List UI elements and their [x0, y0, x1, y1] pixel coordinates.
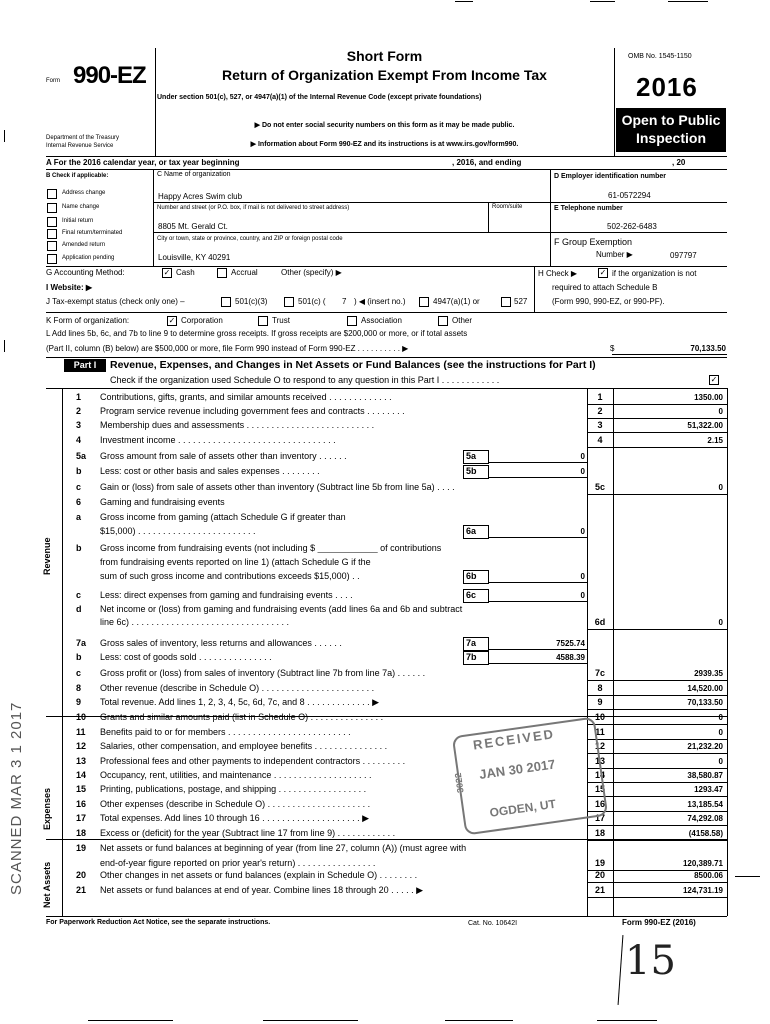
sub-line-rule [488, 462, 587, 463]
line-description: Grants and similar amounts paid (list in Schedule O) . . . . . . . . . . . . . . . [100, 712, 384, 722]
line-ref: 17 [594, 813, 605, 823]
amended-return-label: Amended return [62, 242, 106, 248]
line-number: 5a [76, 451, 87, 461]
line-number: 18 [76, 828, 87, 838]
h-checkbox[interactable]: ✓ [599, 268, 607, 277]
received-stamp-date: JAN 30 2017 [478, 756, 557, 782]
line-ref: 21 [594, 885, 605, 895]
line-number: 10 [76, 712, 87, 722]
sub-line-ref-box [463, 651, 489, 665]
association-checkbox[interactable] [347, 316, 357, 326]
line-description: Excess or (deficit) for the year (Subtract line 17 from line 9) . . . . . . . . . . . . [100, 828, 396, 838]
line-number: c [76, 482, 82, 492]
h-text-4: (Form 990, 990-EZ, or 990-PF). [552, 297, 665, 306]
h-text-3: required to attach Schedule B [552, 283, 658, 292]
line-number: 11 [76, 727, 86, 737]
line-amount[interactable]: 70,133.50 [687, 698, 723, 707]
line-amount[interactable]: 1350.00 [694, 393, 723, 402]
line-ref: 13 [594, 756, 605, 766]
line-ref: 3 [597, 420, 603, 430]
line-description: Less: cost or other basis and sales expenses . . . . . . . . [100, 466, 320, 476]
line-rule [587, 768, 727, 769]
line-description: Gross profit or (loss) from sales of inventory (Subtract line 7b from line 7a) . . . . . . [100, 668, 426, 678]
line-ref: 15 [594, 784, 605, 794]
4947-checkbox[interactable] [419, 297, 429, 307]
name-change-label: Name change [62, 204, 100, 210]
line-description: sum of such gross income and contributions exceeds $15,000) . . [100, 571, 360, 581]
line-description: Net income or (loss) from gaming and fundraising events (add lines 6a and 6b and subtract [100, 604, 463, 614]
line-ref: 7c [594, 668, 605, 678]
sub-line-ref: 6c [466, 590, 477, 600]
trust-label: Trust [272, 316, 290, 325]
line-number: 17 [76, 813, 87, 823]
accrual-checkbox[interactable] [217, 268, 227, 278]
line-amount[interactable]: 124,731.19 [682, 886, 723, 895]
form-footer-id: Form 990-EZ (2016) [622, 918, 696, 927]
line-rule [587, 724, 727, 725]
line-rule [587, 418, 727, 419]
line-rule [587, 629, 727, 630]
line-number: d [76, 604, 82, 614]
line-rule [587, 840, 727, 841]
line-description: Printing, publications, postage, and shipping . . . . . . . . . . . . . . . . . . [100, 784, 367, 794]
line-amount[interactable]: 0 [718, 713, 723, 722]
line-ref: 4 [597, 435, 603, 445]
group-exemption-label: F Group Exemption [554, 237, 633, 247]
paperwork-notice: For Paperwork Reduction Act Notice, see the separate instructions. [46, 919, 271, 926]
received-stamp-title: RECEIVED [472, 726, 556, 753]
notice-info: ▶ Information about Form 990-EZ and its instructions is at www.irs.gov/form990. [250, 141, 519, 148]
line-ref: 1 [597, 392, 603, 402]
form-label: Form [46, 78, 60, 84]
line-number: 15 [76, 784, 87, 794]
title-main: Return of Organization Exempt From Income Tax [222, 67, 547, 83]
final-return-checkbox[interactable] [47, 229, 57, 239]
scanned-stamp: SCANNED MAR 3 1 2017 [8, 701, 25, 895]
line-description: Other expenses (describe in Schedule O) . . . . . . . . . . . . . . . . . . . . . [100, 799, 371, 809]
dept-name: Department of the Treasury [46, 135, 120, 141]
501c3-label: 501(c)(3) [235, 297, 268, 306]
cash-label: Cash [176, 268, 195, 277]
other-method-label: Other (specify) ▶ [281, 268, 342, 277]
city-label: City or town, state or province, country, and ZIP or foreign postal code [157, 236, 343, 242]
cash-checkbox[interactable]: ✓ [163, 268, 171, 277]
application-pending-checkbox[interactable] [47, 254, 57, 264]
line-description: Net assets or fund balances at beginning of year (from line 27, column (A)) (must agree with [100, 843, 467, 853]
application-pending-label: Application pending [62, 255, 115, 261]
phone-label: E Telephone number [554, 205, 623, 212]
line-rule [587, 782, 727, 783]
line-number: b [76, 652, 82, 662]
line-number: 16 [76, 799, 87, 809]
line-ref: 8 [597, 683, 603, 693]
sub-line-ref: 6a [466, 526, 477, 536]
side-net-assets-label: Net Assets [42, 861, 52, 908]
line-amount[interactable]: 1293.47 [694, 785, 723, 794]
part-i-title: Revenue, Expenses, and Changes in Net Assets or Fund Balances (see the instructions for Part I) [110, 359, 596, 371]
side-revenue-label: Revenue [42, 537, 52, 575]
line-rule [587, 753, 727, 754]
line-amount[interactable]: 8500.06 [694, 871, 723, 880]
sub-line-amount[interactable]: 7525.74 [556, 639, 585, 648]
line-amount[interactable]: 13,185.54 [687, 800, 723, 809]
sub-line-ref-box [463, 589, 489, 603]
line-description: Less: cost of goods sold . . . . . . . . . . . . . . . [100, 652, 272, 662]
form-number: 990-EZ [73, 62, 146, 89]
sub-line-ref-box [463, 525, 489, 539]
sub-line-rule [488, 601, 587, 602]
line-description: $15,000) . . . . . . . . . . . . . . . . . . . . . . . . [100, 526, 256, 536]
line-description: Professional fees and other payments to independent contractors . . . . . . . . . [100, 756, 406, 766]
4947-label: 4947(a)(1) or [433, 297, 480, 306]
line-description: Program service revenue including government fees and contracts . . . . . . . . [100, 406, 405, 416]
city-value[interactable]: Louisville, KY 40291 [158, 253, 231, 262]
other-org-checkbox[interactable] [438, 316, 448, 326]
line-ref: 6d [594, 617, 606, 627]
check-applicable-label: B Check if applicable: [46, 173, 109, 179]
sub-line-rule [488, 663, 587, 664]
sub-line-amount[interactable]: 0 [580, 572, 585, 581]
line-description: Less: direct expenses from gaming and fundraising events . . . . [100, 590, 353, 600]
line-description: Gross sales of inventory, less returns and allowances . . . . . . [100, 638, 342, 648]
initial-return-checkbox[interactable] [47, 217, 57, 227]
line-description: Other revenue (describe in Schedule O) . . . . . . . . . . . . . . . . . . . . . . . [100, 683, 375, 693]
website-label: I Website: ▶ [46, 283, 93, 292]
line-ref: 5c [594, 482, 605, 492]
sub-line-amount[interactable]: 4588.39 [556, 653, 585, 662]
ein-label: D Employer identification number [554, 173, 667, 180]
tax-year: 2016 [636, 72, 698, 102]
line-number: a [76, 512, 82, 522]
other-org-label: Other [452, 316, 473, 325]
line-number: 1 [76, 392, 82, 402]
line-rule [587, 739, 727, 740]
line-description: Gross income from gaming (attach Schedule G if greater than [100, 512, 346, 522]
line-number: b [76, 543, 82, 553]
sub-line-ref: 5b [466, 466, 477, 476]
org-name-value[interactable]: Happy Acres Swim club [158, 192, 243, 201]
trust-checkbox[interactable] [258, 316, 268, 326]
association-label: Association [361, 316, 402, 325]
line-rule [587, 404, 727, 405]
sub-line-ref-box [463, 450, 489, 464]
line-rule [587, 447, 727, 448]
line-l-dollar: $ [610, 344, 615, 353]
tax-exempt-label: J Tax-exempt status (check only one) – [46, 297, 185, 306]
line-description: Salaries, other compensation, and employee benefits . . . . . . . . . . . . . . . [100, 741, 388, 751]
line-rule [587, 494, 727, 495]
line-rule [587, 811, 727, 812]
line-amount[interactable]: 21,232.20 [687, 742, 723, 751]
sub-line-ref-box [463, 570, 489, 584]
sub-line-rule [488, 477, 587, 478]
line-l-text-1: L Add lines 5b, 6c, and 7b to line 9 to determine gross receipts. If gross receipts are $200,000 or more, or if total assets [46, 329, 468, 338]
ein-value[interactable]: 61-0572294 [608, 191, 651, 200]
schedule-o-checkbox[interactable]: ✓ [710, 375, 718, 384]
subtitle: Under section 501(c), 527, or 4947(a)(1) of the Internal Revenue Code (except private foundations) [157, 94, 482, 101]
form-of-org-label: K Form of organization: [46, 316, 130, 325]
line-rule [587, 695, 727, 696]
street-value[interactable]: 8805 Mt. Gerald Ct. [158, 222, 228, 231]
501c-open: 501(c) ( [298, 297, 326, 306]
line-rule [587, 796, 727, 797]
line-description: Total expenses. Add lines 10 through 16 . . . . . . . . . . . . . . . . . . . . ▶ [100, 813, 370, 823]
line-description: from fundraising events reported on line 1) (attach Schedule G if the [100, 557, 371, 567]
line-rule [587, 432, 727, 433]
sub-line-ref-box [463, 465, 489, 479]
address-change-label: Address change [62, 190, 106, 196]
line-amount[interactable]: 0 [718, 618, 723, 627]
omb-number: OMB No. 1545-1150 [628, 53, 692, 60]
line-rule [587, 897, 727, 898]
line-amount[interactable]: 0 [718, 757, 723, 766]
line-amount[interactable]: 0 [718, 407, 723, 416]
line-number: 14 [76, 770, 87, 780]
line-ref: 19 [594, 858, 605, 868]
line-ref: 18 [594, 828, 605, 838]
line-amount[interactable]: 0 [718, 728, 723, 737]
line-description: Gross amount from sale of assets other than inventory . . . . . . [100, 451, 347, 461]
527-checkbox[interactable] [501, 297, 511, 307]
final-return-label: Final return/terminated [62, 230, 123, 236]
line-amount[interactable]: 14,520.00 [687, 684, 723, 693]
line-ref: 12 [594, 741, 605, 751]
accrual-label: Accrual [231, 268, 258, 277]
501c3-checkbox[interactable] [221, 297, 231, 307]
line-description: Occupancy, rent, utilities, and maintenance . . . . . . . . . . . . . . . . . . . . [100, 770, 372, 780]
irs-name: Internal Revenue Service [46, 143, 114, 149]
sub-line-ref: 7b [466, 652, 477, 662]
line-ref: 14 [594, 770, 605, 780]
notice-ssn: ▶ Do not enter social security numbers on this form as it may be made public. [254, 122, 515, 129]
line-ref: 11 [595, 727, 605, 737]
phone-value[interactable]: 502-262-6483 [607, 222, 657, 231]
cat-number: Cat. No. 10642I [468, 920, 518, 927]
sub-line-ref: 6b [466, 571, 477, 581]
line-amount[interactable]: 2.15 [707, 436, 723, 445]
501c-number[interactable]: 7 [342, 297, 347, 306]
line-description: Gaming and fundraising events [100, 497, 225, 507]
address-change-checkbox[interactable] [47, 189, 57, 199]
org-name-label: C Name of organization [157, 171, 231, 178]
h-check-label: H Check ▶ [538, 269, 578, 278]
501c-close: ) ◀ (insert no.) [354, 297, 406, 306]
sub-line-rule [488, 649, 587, 650]
line-a-label: A For the 2016 calendar year, or tax year beginning [46, 158, 240, 167]
received-stamp-side-number: 3022 [452, 772, 466, 794]
part-i-tag: Part I [64, 359, 106, 372]
amended-return-checkbox[interactable] [47, 241, 57, 251]
sub-line-rule [488, 537, 587, 538]
sub-line-ref-box [463, 637, 489, 651]
corporation-label: Corporation [181, 316, 223, 325]
title-short-form: Short Form [346, 48, 423, 64]
line-rule [587, 680, 727, 681]
corporation-checkbox[interactable]: ✓ [168, 316, 176, 325]
line-ref: 2 [597, 406, 603, 416]
sub-line-amount[interactable]: 0 [580, 467, 585, 476]
line-amount[interactable]: 120,389.71 [682, 859, 723, 868]
line-number: 3 [76, 420, 82, 430]
line-description: Membership dues and assessments . . . . . . . . . . . . . . . . . . . . . . . . . . [100, 420, 375, 430]
line-number: c [76, 590, 82, 600]
line-number: 7a [76, 638, 87, 648]
sub-line-amount[interactable]: 0 [580, 591, 585, 600]
line-description: Benefits paid to or for members . . . . . . . . . . . . . . . . . . . . . . . . . [100, 727, 351, 737]
group-number-value[interactable]: 097797 [670, 251, 697, 260]
line-number: 20 [76, 870, 87, 880]
gross-receipts-value[interactable]: 70,133.50 [690, 344, 726, 353]
sub-line-amount[interactable]: 0 [580, 452, 585, 461]
line-description: Contributions, gifts, grants, and similar amounts received . . . . . . . . . . . . . [100, 392, 392, 402]
group-number-label: Number ▶ [596, 250, 633, 259]
sub-line-ref: 7a [466, 638, 477, 648]
line-number: 13 [76, 756, 87, 766]
line-a-mid: , 2016, and ending [452, 158, 522, 167]
name-change-checkbox[interactable] [47, 203, 57, 213]
line-l-text-2: (Part II, column (B) below) are $500,000 or more, file Form 990 instead of Form 990-EZ . . . . . . . . . . ▶ [46, 344, 409, 353]
sub-line-rule [488, 582, 587, 583]
sub-line-ref: 5a [466, 451, 477, 461]
side-expenses-label: Expenses [42, 787, 52, 830]
line-ref: 10 [594, 712, 605, 722]
line-number: 19 [76, 843, 87, 853]
501c-checkbox[interactable] [284, 297, 294, 307]
accounting-method-label: G Accounting Method: [46, 268, 125, 277]
open-public-badge: Open to Public Inspection [616, 108, 726, 152]
line-description: Other changes in net assets or fund balances (explain in Schedule O) . . . . . . . . [100, 870, 418, 880]
line-number: 2 [76, 406, 82, 416]
line-number: c [76, 668, 82, 678]
line-ref: 20 [594, 870, 605, 880]
line-amount[interactable]: 38,580.87 [687, 771, 723, 780]
line-number: 12 [76, 741, 87, 751]
line-amount[interactable]: 2939.35 [694, 669, 723, 678]
line-number: 9 [76, 697, 82, 707]
line-description: Investment income . . . . . . . . . . . . . . . . . . . . . . . . . . . . . . . . [100, 435, 336, 445]
line-amount[interactable]: (4158.58) [688, 829, 723, 838]
street-label: Number and street (or P.O. box, if mail is not delivered to street address) [157, 205, 350, 211]
initial-return-label: Initial return [62, 218, 94, 224]
line-amount[interactable]: 51,322.00 [687, 421, 723, 430]
line-rule [587, 882, 727, 883]
sub-line-amount[interactable]: 0 [580, 527, 585, 536]
line-description: Gain or (loss) from sale of assets other than inventory (Subtract line 5b from line 5a) . . . . [100, 482, 455, 492]
line-number: 4 [76, 435, 82, 445]
received-stamp-ogden: OGDEN, UT [488, 796, 557, 820]
received-stamp [452, 716, 609, 835]
line-amount[interactable]: 74,292.08 [687, 814, 723, 823]
line-a-end: , 20 [672, 158, 686, 167]
line-number: 21 [76, 885, 87, 895]
handwritten-page-number: 15 [625, 938, 676, 984]
line-description: Net assets or fund balances at end of year. Combine lines 18 through 20 . . . . . ▶ [100, 885, 424, 895]
schedule-o-check-text: Check if the organization used Schedule O to respond to any question in this Part I . . . . . . . . . . . . [110, 375, 500, 385]
room-suite-label: Room/suite [492, 204, 523, 210]
line-amount[interactable]: 0 [718, 483, 723, 492]
line-number: 6 [76, 497, 82, 507]
line-ref: 9 [597, 697, 603, 707]
line-number: 8 [76, 683, 82, 693]
line-description: end-of-year figure reported on prior year's return) . . . . . . . . . . . . . . . . [100, 858, 376, 868]
h-text-2: if the organization is not [612, 269, 697, 278]
line-description: line 6c) . . . . . . . . . . . . . . . . . . . . . . . . . . . . . . . . [100, 617, 290, 627]
line-description: Gross income from fundraising events (not including $ ____________ of contributions [100, 543, 442, 553]
line-ref: 16 [594, 799, 605, 809]
line-number: b [76, 466, 82, 476]
line-rule [587, 825, 727, 826]
line-rule [587, 709, 727, 710]
527-label: 527 [514, 297, 528, 306]
line-description: Total revenue. Add lines 1, 2, 3, 4, 5c, 6d, 7c, and 8 . . . . . . . . . . . . . ▶ [100, 697, 380, 707]
